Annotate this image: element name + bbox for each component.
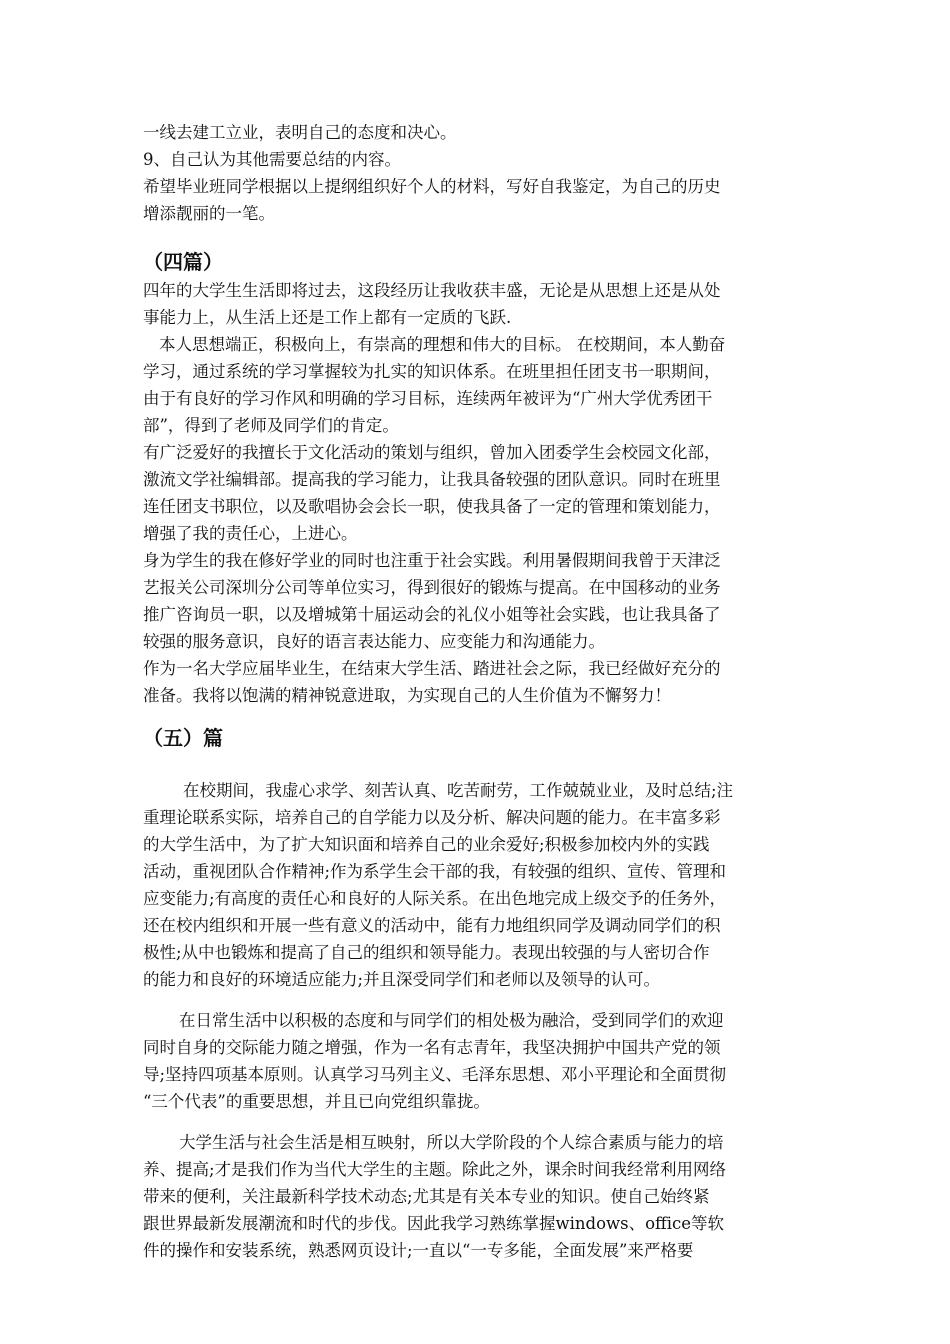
text-line: 希望毕业班同学根据以上提纲组织好个人的材料，写好自我鉴定，为自己的历史	[143, 177, 721, 196]
spacer	[143, 1115, 813, 1129]
text-line: 艺报关公司深圳分公司等单位实习，得到很好的锻炼与提高。在中国移动的业务	[143, 578, 721, 597]
section5-paragraph-3	[143, 1129, 813, 1264]
text-line: 活动，重视团队合作精神;作为系学生会干部的我，有较强的组织、宣传、管理和	[143, 862, 727, 881]
text-line: 在校期间，我虚心求学、刻苦认真、吃苦耐劳，工作兢兢业业，及时总结;注	[183, 781, 734, 800]
text-line: 较强的服务意识，良好的语言表达能力、应变能力和沟通能力。	[143, 632, 605, 651]
intro-paragraph	[143, 119, 813, 227]
text-line: 导;坚持四项基本原则。认真学习马列主义、毛泽东思想、邓小平理论和全面贯彻	[143, 1065, 727, 1084]
text-line: 有广泛爱好的我擅长于文化活动的策划与组织，曾加入团委学生会校园文化部，	[143, 443, 721, 462]
text-line: “三个代表”的重要思想，并且已向党组织靠拢。	[143, 1092, 490, 1111]
section5-paragraph-2	[143, 1007, 813, 1115]
text-line: 本人思想端正，积极向上，有崇高的理想和伟大的目标。 在校期间，本人勤奋	[159, 335, 726, 354]
text-line: 大学生活与社会生活是相互映射，所以大学阶段的个人综合素质与能力的培	[179, 1133, 724, 1152]
section4-paragraph-1	[143, 277, 813, 331]
text-line: 准备。我将以饱满的精神锐意进取，为实现自己的人生价值为不懈努力！	[143, 686, 671, 705]
text-line: 作为一名大学应届毕业生，在结束大学生活、踏进社会之际，我已经做好充分的	[143, 659, 721, 678]
section4-paragraph-4	[143, 547, 813, 655]
text-line: 四年的大学生生活即将过去，这段经历让我收获丰盛，无论是从思想上还是从处	[143, 281, 721, 300]
text-line: 在日常生活中以积极的态度和与同学们的相处极为融洽，受到同学们的欢迎	[179, 1011, 724, 1030]
text-line: 推广咨询员一职，以及增城第十届运动会的礼仪小姐等社会实践，也让我具备了	[143, 605, 721, 624]
section4-paragraph-2	[143, 331, 813, 439]
text-line: 增强了我的责任心，上进心。	[143, 524, 358, 543]
text-line: 连任团支书职位，以及歌唱协会会长一职，使我具备了一定的管理和策划能力，	[143, 497, 721, 516]
section-heading-4: （四篇）	[143, 250, 223, 274]
text-line: 跟世界最新发展潮流和时代的步伐。因此我学习熟练掌握windows、office等软	[143, 1214, 725, 1233]
spacer	[143, 993, 813, 1007]
spacer	[143, 709, 813, 723]
text-line: 带来的便利，关注最新科学技术动态;尤其是有关本专业的知识。使自己始终紧	[143, 1187, 710, 1206]
spacer	[143, 753, 813, 777]
section5-paragraph-1	[143, 777, 813, 993]
document-body	[143, 119, 813, 1264]
spacer	[143, 227, 813, 247]
text-line: 同时自身的交际能力随之增强，作为一名有志青年，我坚决拥护中国共产党的领	[143, 1038, 721, 1057]
section4-paragraph-5	[143, 655, 813, 709]
text-line: 极性;从中也锻炼和提高了自己的组织和领导能力。表现出较强的与人密切合作	[143, 943, 710, 962]
text-line: 事能力上，从生活上还是工作上都有一定质的飞跃.	[143, 308, 512, 327]
text-line: 增添靓丽的一笔。	[143, 204, 275, 223]
text-line: 件的操作和安装系统，熟悉网页设计;一直以“一专多能，全面发展”来严格要	[143, 1241, 694, 1260]
text-line: 9、自己认为其他需要总结的内容。	[143, 150, 401, 169]
text-line: 部”，得到了老师及同学们的肯定。	[143, 416, 399, 435]
section-heading-5: （五）篇	[143, 726, 223, 750]
text-line: 一线去建工立业，表明自己的态度和决心。	[143, 123, 457, 142]
text-line: 学习，通过系统的学习掌握较为扎实的知识体系。在班里担任团支书一职期间，	[143, 362, 721, 381]
text-line: 激流文学社编辑部。提高我的学习能力，让我具备较强的团队意识。同时在班里	[143, 470, 721, 489]
section4-paragraph-3	[143, 439, 813, 547]
text-line: 的能力和良好的环境适应能力;并且深受同学们和老师以及领导的认可。	[143, 970, 661, 989]
text-line: 重理论联系实际，培养自己的自学能力以及分析、解决问题的能力。在丰富多彩	[143, 808, 721, 827]
text-line: 的大学生活中，为了扩大知识面和培养自己的业余爱好;积极参加校内外的实践	[143, 835, 710, 854]
text-line: 养、提高;才是我们作为当代大学生的主题。除此之外，课余时间我经常利用网络	[143, 1160, 727, 1179]
text-line: 应变能力;有高度的责任心和良好的人际关系。在出色地完成上级交予的任务外，	[143, 889, 727, 908]
text-line: 身为学生的我在修好学业的同时也注重于社会实践。利用暑假期间我曾于天津泛	[143, 551, 721, 570]
text-line: 还在校内组织和开展一些有意义的活动中，能有力地组织同学及调动同学们的积	[143, 916, 721, 935]
text-line: 由于有良好的学习作风和明确的学习目标，连续两年被评为“广州大学优秀团干	[143, 389, 713, 408]
